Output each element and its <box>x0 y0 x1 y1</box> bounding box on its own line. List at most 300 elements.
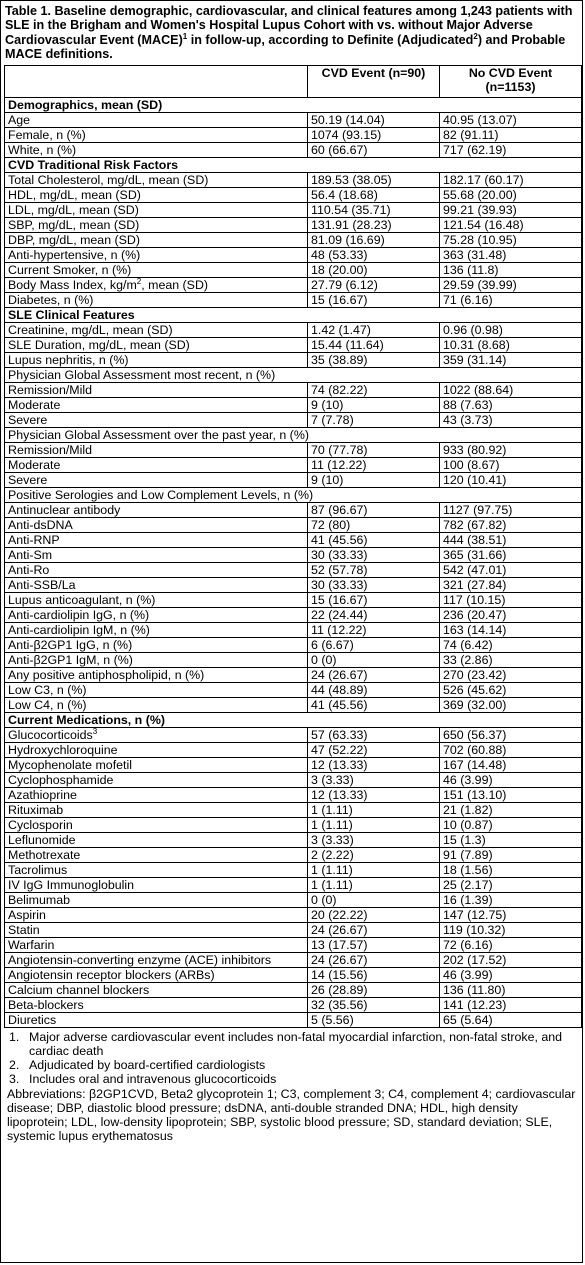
table-row <box>5 683 582 698</box>
no-cvd-event-value: 717 (62.19) <box>440 143 582 158</box>
table-row <box>5 863 582 878</box>
no-cvd-event-value: 542 (47.01) <box>440 563 582 578</box>
table-row <box>5 818 582 833</box>
no-cvd-event-value: 182.17 (60.17) <box>440 173 582 188</box>
row-label <box>5 443 308 458</box>
cvd-event-value: 81.09 (16.69) <box>308 233 440 248</box>
cvd-event-value: 3 (3.33) <box>308 833 440 848</box>
row-label <box>5 863 308 878</box>
table-row <box>5 533 582 548</box>
cvd-event-value: 2 (2.22) <box>308 848 440 863</box>
row-label-text: Anti-hypertensive, n (%) <box>8 248 141 262</box>
table-row <box>5 263 582 278</box>
header-no-cvd-event <box>440 66 582 98</box>
row-label-text: Body Mass Index, kg/m <box>8 278 137 292</box>
cvd-event-value: 1 (1.11) <box>308 878 440 893</box>
cvd-event-value: 0 (0) <box>308 893 440 908</box>
row-label <box>5 773 308 788</box>
row-label <box>5 983 308 998</box>
caption-footnote-1: 1 <box>182 31 188 41</box>
table-caption <box>1 1 582 65</box>
cvd-event-value: 15.44 (11.64) <box>308 338 440 353</box>
table-row <box>5 953 582 968</box>
caption-text-3: ) and Probable MACE definitions. <box>5 32 566 61</box>
row-label <box>5 218 308 233</box>
cvd-event-value: 74 (82.22) <box>308 383 440 398</box>
no-cvd-event-value: 1022 (88.64) <box>440 383 582 398</box>
cvd-event-value: 5 (5.56) <box>308 1013 440 1028</box>
row-label-text: Calcium channel blockers <box>8 983 150 997</box>
table-row <box>5 938 582 953</box>
table-row <box>5 323 582 338</box>
row-label <box>5 938 308 953</box>
table-row <box>5 443 582 458</box>
footnote <box>7 1058 576 1072</box>
section-label: SLE Clinical Features <box>5 308 582 323</box>
row-label-suffix: , mean (SD) <box>141 278 209 292</box>
no-cvd-event-value: 100 (8.67) <box>440 458 582 473</box>
header-no-cvd-line2: (n=1153) <box>485 80 536 94</box>
table-row <box>5 278 582 293</box>
cvd-event-value: 52 (57.78) <box>308 563 440 578</box>
cvd-event-value: 56.4 (18.68) <box>308 188 440 203</box>
section-header-row <box>5 98 582 113</box>
table-row <box>5 398 582 413</box>
cvd-event-value: 9 (10) <box>308 473 440 488</box>
row-label-text: HDL, mg/dL, mean (SD) <box>8 188 141 202</box>
no-cvd-event-value: 18 (1.56) <box>440 863 582 878</box>
table-row <box>5 548 582 563</box>
no-cvd-event-value: 46 (3.99) <box>440 773 582 788</box>
abbreviations: Abbreviations: β2GP1CVD, Beta2 glycoprotein 1; C3, complement 3; C4, complement 4; cardiovascular disease; DBP, diastolic blood pressure; dsDNA, anti-double stranded DNA; HDL, high density lipoprotein; LDL, low-density lipoprotein; SBP, systolic blood pressure; SD, standard deviation; SLE, systemic lupus erythematosus <box>7 1087 576 1143</box>
row-label-text: Warfarin <box>8 938 55 952</box>
row-label-text: Current Smoker, n (%) <box>8 263 132 277</box>
no-cvd-event-value: 65 (5.64) <box>440 1013 582 1028</box>
no-cvd-event-value: 933 (80.92) <box>440 443 582 458</box>
cvd-event-value: 72 (80) <box>308 518 440 533</box>
cvd-event-value: 27.79 (6.12) <box>308 278 440 293</box>
cvd-event-value: 20 (22.22) <box>308 908 440 923</box>
table-row <box>5 473 582 488</box>
no-cvd-event-value: 167 (14.48) <box>440 758 582 773</box>
row-label <box>5 668 308 683</box>
row-label <box>5 953 308 968</box>
table-row <box>5 518 582 533</box>
no-cvd-event-value: 29.59 (39.99) <box>440 278 582 293</box>
cvd-event-value: 26 (28.89) <box>308 983 440 998</box>
row-label <box>5 188 308 203</box>
row-label-text: Cyclosporin <box>8 818 73 832</box>
cvd-event-value: 1 (1.11) <box>308 863 440 878</box>
section-label: Physician Global Assessment most recent, n (%) <box>5 368 582 383</box>
no-cvd-event-value: 444 (38.51) <box>440 533 582 548</box>
row-label-superscript: 3 <box>92 727 98 736</box>
row-label-text: Remission/Mild <box>8 383 92 397</box>
cvd-event-value: 24 (26.67) <box>308 668 440 683</box>
table-row <box>5 293 582 308</box>
no-cvd-event-value: 46 (3.99) <box>440 968 582 983</box>
cvd-event-value: 32 (35.56) <box>308 998 440 1013</box>
row-label-text: Tacrolimus <box>8 863 68 877</box>
table-row <box>5 353 582 368</box>
row-label-text: Lupus anticoagulant, n (%) <box>8 593 156 607</box>
row-label-text: Total Cholesterol, mg/dL, mean (SD) <box>8 173 209 187</box>
row-label <box>5 533 308 548</box>
cvd-event-value: 18 (20.00) <box>308 263 440 278</box>
no-cvd-event-value: 119 (10.32) <box>440 923 582 938</box>
cvd-event-value: 47 (52.22) <box>308 743 440 758</box>
table-row <box>5 1013 582 1028</box>
no-cvd-event-value: 25 (2.17) <box>440 878 582 893</box>
row-label-text: Anti-Sm <box>8 548 53 562</box>
row-label-text: Cyclophosphamide <box>8 773 114 787</box>
table-row <box>5 188 582 203</box>
no-cvd-event-value: 369 (32.00) <box>440 698 582 713</box>
no-cvd-event-value: 1127 (97.75) <box>440 503 582 518</box>
no-cvd-event-value: 782 (67.82) <box>440 518 582 533</box>
row-label <box>5 398 308 413</box>
row-label <box>5 818 308 833</box>
no-cvd-event-value: 16 (1.39) <box>440 893 582 908</box>
cvd-event-value: 1 (1.11) <box>308 818 440 833</box>
row-label-text: Statin <box>8 923 40 937</box>
table-row <box>5 668 582 683</box>
row-label <box>5 923 308 938</box>
cvd-event-value: 30 (33.33) <box>308 548 440 563</box>
cvd-event-value: 131.91 (28.23) <box>308 218 440 233</box>
row-label-text: Creatinine, mg/dL, mean (SD) <box>8 323 173 337</box>
row-label-text: Lupus nephritis, n (%) <box>8 353 129 367</box>
footnote-text: Major adverse cardiovascular event includes non-fatal myocardial infarction, non-fatal stroke, and cardiac death <box>29 1030 563 1058</box>
no-cvd-event-value: 21 (1.82) <box>440 803 582 818</box>
row-label <box>5 788 308 803</box>
row-label-text: Diuretics <box>8 1013 57 1027</box>
no-cvd-event-value: 147 (12.75) <box>440 908 582 923</box>
cvd-event-value: 1074 (93.15) <box>308 128 440 143</box>
no-cvd-event-value: 10.31 (8.68) <box>440 338 582 353</box>
no-cvd-event-value: 117 (10.15) <box>440 593 582 608</box>
no-cvd-event-value: 88 (7.63) <box>440 398 582 413</box>
cvd-event-value: 9 (10) <box>308 398 440 413</box>
row-label-text: Anti-β2GP1 IgG, n (%) <box>8 638 133 652</box>
row-label-text: LDL, mg/dL, mean (SD) <box>8 203 139 217</box>
cvd-event-value: 57 (63.33) <box>308 728 440 743</box>
row-label-text: Diabetes, n (%) <box>8 293 94 307</box>
row-label-text: Angiotensin-converting enzyme (ACE) inhibitors <box>8 953 272 967</box>
no-cvd-event-value: 40.95 (13.07) <box>440 113 582 128</box>
caption-text-2: in follow-up, according to Definite (Adjudicated <box>187 32 474 47</box>
no-cvd-event-value: 74 (6.42) <box>440 638 582 653</box>
cvd-event-value: 11 (12.22) <box>308 458 440 473</box>
row-label-text: Female, n (%) <box>8 128 86 142</box>
row-label-text: Belimumab <box>8 893 70 907</box>
header-no-cvd-line1: No CVD Event <box>468 66 553 80</box>
no-cvd-event-value: 75.28 (10.95) <box>440 233 582 248</box>
row-label-text: Age <box>8 113 31 127</box>
row-label <box>5 383 308 398</box>
footnote <box>7 1030 576 1058</box>
row-label-text: Anti-cardiolipin IgG, n (%) <box>8 608 150 622</box>
cvd-event-value: 30 (33.33) <box>308 578 440 593</box>
row-label-text: DBP, mg/dL, mean (SD) <box>8 233 140 247</box>
footnote-text: Includes oral and intravenous glucocorticoids <box>29 1072 277 1086</box>
table-row <box>5 698 582 713</box>
row-label-text: Rituximab <box>8 803 64 817</box>
table-row <box>5 788 582 803</box>
cvd-event-value: 1.42 (1.47) <box>308 323 440 338</box>
cvd-event-value: 110.54 (35.71) <box>308 203 440 218</box>
caption-text: Table 1. Baseline demographic, cardiovascular, and clinical features among 1,243 patients with SLE in the Brigham and Women's Hospital Lupus Cohort with vs. without Major Adverse Cardiovascular Event (MACE) <box>5 4 573 47</box>
no-cvd-event-value: 365 (31.66) <box>440 548 582 563</box>
row-label-text: Low C3, n (%) <box>8 683 87 697</box>
row-label-text: SLE Duration, mg/dL, mean (SD) <box>8 338 190 352</box>
no-cvd-event-value: 72 (6.16) <box>440 938 582 953</box>
row-label <box>5 413 308 428</box>
cvd-event-value: 41 (45.56) <box>308 533 440 548</box>
table-row <box>5 173 582 188</box>
row-label-text: Hydroxychloroquine <box>8 743 118 757</box>
cvd-event-value: 50.19 (14.04) <box>308 113 440 128</box>
data-table <box>4 65 582 1028</box>
table-row <box>5 593 582 608</box>
table-row <box>5 563 582 578</box>
footnote-number: 1. <box>9 1030 20 1044</box>
row-label-text: Leflunomide <box>8 833 76 847</box>
row-label-text: Anti-cardiolipin IgM, n (%) <box>8 623 150 637</box>
cvd-event-value: 22 (24.44) <box>308 608 440 623</box>
table-row <box>5 623 582 638</box>
row-label <box>5 1013 308 1028</box>
row-label <box>5 128 308 143</box>
table-row <box>5 833 582 848</box>
cvd-event-value: 60 (66.67) <box>308 143 440 158</box>
cvd-event-value: 35 (38.89) <box>308 353 440 368</box>
row-label-text: Aspirin <box>8 908 46 922</box>
table-row <box>5 638 582 653</box>
row-label-text: Azathioprine <box>8 788 77 802</box>
cvd-event-value: 3 (3.33) <box>308 773 440 788</box>
row-label <box>5 878 308 893</box>
table-row <box>5 338 582 353</box>
footnote-number: 2. <box>9 1058 20 1072</box>
table-row <box>5 233 582 248</box>
section-header-row <box>5 308 582 323</box>
row-label-text: Severe <box>8 413 48 427</box>
table-row <box>5 113 582 128</box>
cvd-event-value: 48 (53.33) <box>308 248 440 263</box>
no-cvd-event-value: 0.96 (0.98) <box>440 323 582 338</box>
cvd-event-value: 14 (15.56) <box>308 968 440 983</box>
row-label <box>5 893 308 908</box>
table-row <box>5 773 582 788</box>
row-label <box>5 143 308 158</box>
subsection-header-row <box>5 368 582 383</box>
row-label-text: Anti-SSB/La <box>8 578 76 592</box>
table-row <box>5 503 582 518</box>
table-row <box>5 908 582 923</box>
row-label-text: Anti-β2GP1 IgM, n (%) <box>8 653 133 667</box>
row-label-text: Low C4, n (%) <box>8 698 87 712</box>
row-label-text: Mycophenolate mofetil <box>8 758 132 772</box>
row-label <box>5 683 308 698</box>
table-row <box>5 248 582 263</box>
row-label <box>5 473 308 488</box>
subsection-header-row <box>5 428 582 443</box>
row-label-text: White, n (%) <box>8 143 77 157</box>
row-label <box>5 458 308 473</box>
table-row <box>5 458 582 473</box>
section-label: CVD Traditional Risk Factors <box>5 158 582 173</box>
no-cvd-event-value: 270 (23.42) <box>440 668 582 683</box>
section-header-row <box>5 713 582 728</box>
row-label <box>5 578 308 593</box>
row-label <box>5 803 308 818</box>
row-label-text: Anti-Ro <box>8 563 50 577</box>
row-label-text: Moderate <box>8 398 61 412</box>
row-label <box>5 338 308 353</box>
row-label <box>5 503 308 518</box>
cvd-event-value: 7 (7.78) <box>308 413 440 428</box>
cvd-event-value: 15 (16.67) <box>308 293 440 308</box>
table-row <box>5 743 582 758</box>
row-label-text: Remission/Mild <box>8 443 92 457</box>
row-label <box>5 743 308 758</box>
no-cvd-event-value: 10 (0.87) <box>440 818 582 833</box>
cvd-event-value: 24 (26.67) <box>308 923 440 938</box>
no-cvd-event-value: 71 (6.16) <box>440 293 582 308</box>
no-cvd-event-value: 650 (56.37) <box>440 728 582 743</box>
row-label <box>5 293 308 308</box>
row-label <box>5 173 308 188</box>
section-label: Demographics, mean (SD) <box>5 98 582 113</box>
row-label-text: IV IgG Immunoglobulin <box>8 878 135 892</box>
table-header-row <box>5 66 582 98</box>
no-cvd-event-value: 136 (11.80) <box>440 983 582 998</box>
section-label: Positive Serologies and Low Complement Levels, n (%) <box>5 488 582 503</box>
row-label <box>5 758 308 773</box>
row-label-text: Severe <box>8 473 48 487</box>
cvd-event-value: 6 (6.67) <box>308 638 440 653</box>
no-cvd-event-value: 363 (31.48) <box>440 248 582 263</box>
row-label <box>5 848 308 863</box>
cvd-event-value: 12 (13.33) <box>308 758 440 773</box>
cvd-event-value: 15 (16.67) <box>308 593 440 608</box>
no-cvd-event-value: 43 (3.73) <box>440 413 582 428</box>
header-label-col <box>5 66 308 98</box>
footnote-number: 3. <box>9 1072 20 1086</box>
table-row <box>5 923 582 938</box>
row-label <box>5 203 308 218</box>
table-row <box>5 803 582 818</box>
row-label <box>5 833 308 848</box>
no-cvd-event-value: 236 (20.47) <box>440 608 582 623</box>
section-label: Physician Global Assessment over the past year, n (%) <box>5 428 582 443</box>
cvd-event-value: 41 (45.56) <box>308 698 440 713</box>
section-label: Current Medications, n (%) <box>5 713 582 728</box>
table-row <box>5 998 582 1013</box>
table-row <box>5 218 582 233</box>
row-label <box>5 278 308 293</box>
cvd-event-value: 11 (12.22) <box>308 623 440 638</box>
no-cvd-event-value: 55.68 (20.00) <box>440 188 582 203</box>
row-label-text: SBP, mg/dL, mean (SD) <box>8 218 140 232</box>
cvd-event-value: 44 (48.89) <box>308 683 440 698</box>
table-row <box>5 413 582 428</box>
row-label <box>5 728 308 743</box>
no-cvd-event-value: 91 (7.89) <box>440 848 582 863</box>
table-row <box>5 383 582 398</box>
row-label <box>5 248 308 263</box>
cvd-event-value: 13 (17.57) <box>308 938 440 953</box>
footnote-text: Adjudicated by board-certified cardiologists <box>29 1058 266 1072</box>
row-label <box>5 608 308 623</box>
row-label-text: Angiotensin receptor blockers (ARBs) <box>8 968 215 982</box>
cvd-event-value: 24 (26.67) <box>308 953 440 968</box>
no-cvd-event-value: 120 (10.41) <box>440 473 582 488</box>
cvd-event-value: 12 (13.33) <box>308 788 440 803</box>
table-row <box>5 128 582 143</box>
row-label-text: Beta-blockers <box>8 998 84 1012</box>
table-row <box>5 968 582 983</box>
row-label <box>5 323 308 338</box>
no-cvd-event-value: 526 (45.62) <box>440 683 582 698</box>
row-label-text: Anti-dsDNA <box>8 518 73 532</box>
row-label <box>5 908 308 923</box>
row-label <box>5 623 308 638</box>
table-row <box>5 728 582 743</box>
no-cvd-event-value: 141 (12.23) <box>440 998 582 1013</box>
table-row <box>5 848 582 863</box>
cvd-event-value: 87 (96.67) <box>308 503 440 518</box>
row-label <box>5 968 308 983</box>
cvd-event-value: 0 (0) <box>308 653 440 668</box>
table-row <box>5 878 582 893</box>
row-label <box>5 518 308 533</box>
no-cvd-event-value: 321 (27.84) <box>440 578 582 593</box>
row-label-text: Any positive antiphospholipid, n (%) <box>8 668 205 682</box>
no-cvd-event-value: 82 (91.11) <box>440 128 582 143</box>
caption-footnote-2: 2 <box>473 31 478 41</box>
row-label-superscript: 2 <box>136 277 142 286</box>
footnotes <box>1 1028 582 1143</box>
section-header-row <box>5 158 582 173</box>
row-label <box>5 263 308 278</box>
table-row <box>5 608 582 623</box>
footnote <box>7 1072 576 1086</box>
row-label-text: Antinuclear antibody <box>8 503 121 517</box>
no-cvd-event-value: 99.21 (39.93) <box>440 203 582 218</box>
cvd-event-value: 70 (77.78) <box>308 443 440 458</box>
row-label-text: Glucocorticoids <box>8 728 93 742</box>
row-label <box>5 233 308 248</box>
cvd-event-value: 1 (1.11) <box>308 803 440 818</box>
row-label <box>5 638 308 653</box>
row-label <box>5 698 308 713</box>
row-label <box>5 998 308 1013</box>
row-label <box>5 563 308 578</box>
no-cvd-event-value: 121.54 (16.48) <box>440 218 582 233</box>
row-label <box>5 353 308 368</box>
no-cvd-event-value: 151 (13.10) <box>440 788 582 803</box>
no-cvd-event-value: 359 (31.14) <box>440 353 582 368</box>
table-row <box>5 893 582 908</box>
no-cvd-event-value: 33 (2.86) <box>440 653 582 668</box>
table-row <box>5 758 582 773</box>
table-body <box>5 98 582 1028</box>
no-cvd-event-value: 202 (17.52) <box>440 953 582 968</box>
row-label <box>5 593 308 608</box>
table-row <box>5 143 582 158</box>
